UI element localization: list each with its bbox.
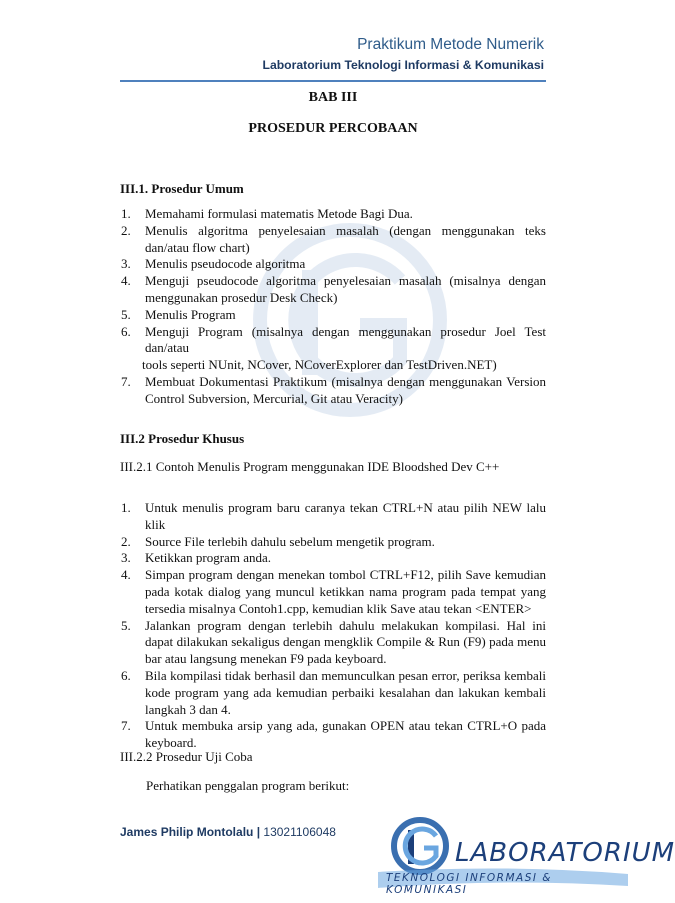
- list-number: 6.: [121, 667, 131, 683]
- header-title: Praktikum Metode Numerik: [357, 36, 544, 53]
- list-number: 7.: [121, 373, 131, 389]
- list-number: 2.: [121, 222, 131, 238]
- chapter-number: BAB III: [308, 90, 358, 105]
- list-item: [120, 718, 546, 752]
- list-number: 7.: [121, 718, 131, 734]
- list-item: [120, 567, 546, 617]
- list-text: Membuat Dokumentasi Praktikum (misalnya dengan menggunakan Version Control Subversion, Mercurial, Git atau Veracity): [145, 373, 546, 406]
- author-id: 13021106048: [263, 825, 336, 839]
- list-number: 5.: [121, 617, 131, 633]
- chapter-title: PROSEDUR PERCOBAAN: [248, 121, 418, 136]
- list-text: Simpan program dengan menekan tombol CTRL+F12, pilih Save kemudian pada kotak dialog yang muncul ketikkan nama program pada tempat yang tersedia misalnya Contoh1.cpp, kemudian klik Save atau tekan <ENTER>: [145, 567, 546, 616]
- footer-separator: |: [256, 825, 261, 839]
- list-item: [120, 273, 546, 307]
- header-subtitle: Laboratorium Teknologi Informasi & Komunikasi: [262, 58, 544, 72]
- list-text: Menguji Program (misalnya dengan menggunakan prosedur Joel Test dan/atau: [145, 323, 546, 356]
- section2-list: [120, 500, 546, 752]
- list-item: [120, 256, 546, 273]
- header-rule: [120, 80, 546, 82]
- subsection-heading: III.2.2 Prosedur Uji Coba: [120, 749, 253, 764]
- list-item: [120, 307, 546, 324]
- list-text: Menulis Program: [145, 306, 236, 322]
- list-item: [120, 324, 546, 374]
- list-item: [120, 500, 546, 534]
- section2-heading: III.2 Prosedur Khusus: [120, 431, 245, 446]
- list-number: 1.: [121, 500, 131, 515]
- list-number: 5.: [121, 306, 131, 322]
- list-text-continuation: tools seperti NUnit, NCover, NCoverExplorer dan TestDriven.NET): [142, 357, 497, 373]
- subsection-heading: III.2.1 Contoh Menulis Program menggunakan IDE Bloodshed Dev C++: [120, 459, 500, 474]
- list-item: [120, 534, 546, 551]
- list-number: 6.: [121, 323, 131, 339]
- list-item: [120, 550, 546, 567]
- list-text: Menulis algoritma penyelesaian masalah (dengan menggunakan teks dan/atau flow chart): [145, 222, 546, 255]
- list-number: 4.: [121, 273, 131, 289]
- list-number: 2.: [121, 533, 131, 549]
- section1-heading: III.1. Prosedur Umum: [120, 181, 244, 196]
- list-text: Bila kompilasi tidak berhasil dan memunculkan pesan error, periksa kembali kode program yang ada kemudian perbaiki kesalahan dan lakukan kembali langkah 3 dan 4.: [145, 667, 546, 717]
- logo-text-sub: TEKNOLOGI INFORMASI & KOMUNIKASI: [386, 872, 552, 896]
- list-item: [120, 618, 546, 668]
- list-item: [120, 206, 546, 223]
- list-text: Menguji pseudocode algoritma penyelesaian masalah (misalnya dengan menggunakan prosedur Desk Check): [145, 273, 546, 305]
- section1-list: [120, 206, 546, 408]
- list-text: Menulis pseudocode algoritma: [145, 256, 306, 272]
- list-text: Untuk membuka arsip yang ada, gunakan OPEN atau tekan CTRL+O pada keyboard.: [145, 718, 546, 751]
- logo-text-main: LABORATORIUM: [455, 838, 675, 868]
- footer-author: [120, 825, 336, 839]
- list-text: Source File terlebih dahulu sebelum mengetik program.: [145, 533, 435, 549]
- list-item: [120, 223, 546, 257]
- list-text: Memahami formulasi matematis Metode Bagi Dua.: [145, 206, 413, 221]
- list-text: Untuk menulis program baru caranya tekan CTRL+N atau pilih NEW lalu klik: [145, 500, 546, 532]
- author-name: James Philip Montolalu: [120, 825, 254, 839]
- list-item: [120, 668, 546, 718]
- list-number: 3.: [121, 550, 131, 566]
- list-number: 4.: [121, 567, 131, 583]
- list-number: 1.: [121, 206, 131, 221]
- list-text: Ketikkan program anda.: [145, 550, 271, 566]
- list-text: Jalankan program dengan terlebih dahulu melakukan kompilasi. Hal ini dapat dilakukan sekaligus dengan mengklik Compile & Run (F9) pada menu bar atau langsung menekan F9 pada keyboard.: [145, 617, 546, 667]
- list-number: 3.: [121, 256, 131, 272]
- list-item: [120, 374, 546, 408]
- subsection-intro: Perhatikan penggalan program berikut:: [146, 778, 350, 793]
